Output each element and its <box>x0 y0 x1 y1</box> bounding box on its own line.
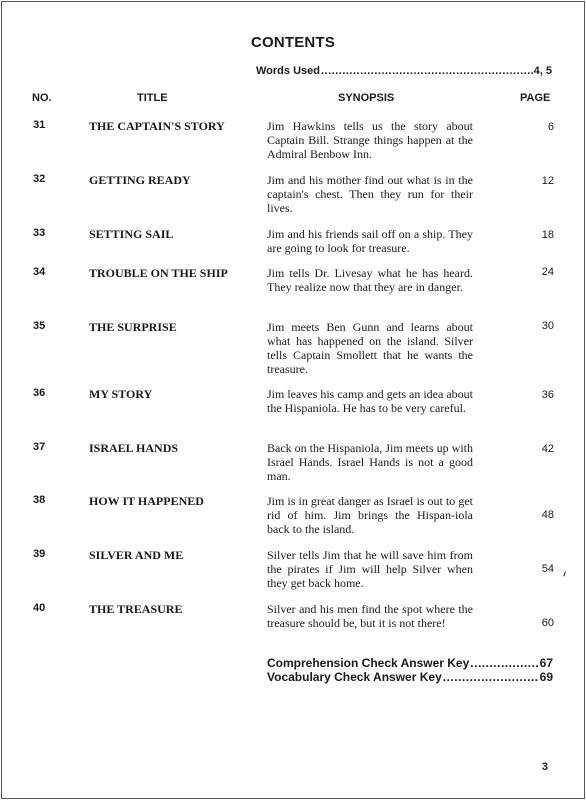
words-used-label: Words Used <box>256 65 320 77</box>
chapter-title: THE SURPRISE <box>89 320 177 334</box>
chapter-synopsis: Back on the Hispaniola, Jim meets up with Israel Hands. Israel Hands is not a good man. <box>267 441 473 483</box>
chapter-page: 48 <box>541 509 554 521</box>
leader-dots <box>443 670 539 684</box>
chapter-number: 32 <box>33 173 46 185</box>
chapter-synopsis: Jim is in great danger as Israel is out to get rid of him. Jim brings the Hispan-iola back to the island. <box>267 494 473 536</box>
chapter-page: 42 <box>541 443 554 455</box>
chapter-page: 18 <box>541 229 554 241</box>
column-header-synopsis: SYNOPSIS <box>338 92 395 104</box>
chapter-title: MY STORY <box>89 387 153 401</box>
words-used-pages: 4, 5 <box>533 65 552 77</box>
chapter-number: 39 <box>33 548 46 560</box>
chapter-synopsis: Jim meets Ben Gunn and learns about what has happened on the island. Silver tells Captain Smollett that he wants the treasure. <box>267 320 473 376</box>
page-title: CONTENTS <box>250 34 336 51</box>
chapter-title: SILVER AND ME <box>89 548 184 562</box>
chapter-number: 31 <box>33 119 46 131</box>
chapter-number: 35 <box>33 320 46 332</box>
chapter-title: TROUBLE ON THE SHIP <box>89 266 228 280</box>
leader-dots <box>321 65 533 77</box>
chapter-number: 37 <box>33 441 46 453</box>
leader-dots <box>470 656 538 670</box>
answer-key-entry <box>267 670 553 684</box>
chapter-page: 12 <box>541 175 554 187</box>
answer-key-label: Comprehension Check Answer Key <box>267 656 470 670</box>
chapter-page: 36 <box>541 389 554 401</box>
chapter-synopsis: Jim leaves his camp and gets an idea about the Hispaniola. He has to be very careful. <box>267 387 473 415</box>
chapter-page: 60 <box>541 617 554 629</box>
chapter-title: THE TREASURE <box>89 602 183 616</box>
chapter-synopsis: Silver tells Jim that he will save him from the pirates if Jim will help Silver when they get back home. <box>267 548 473 590</box>
chapter-page: 54 <box>541 563 554 575</box>
answer-key-page: 67 <box>539 656 553 670</box>
chapter-title: HOW IT HAPPENED <box>89 494 204 508</box>
chapter-page: 24 <box>541 266 554 278</box>
chapter-title: GETTING READY <box>89 173 191 187</box>
answer-keys <box>267 656 553 684</box>
chapter-number: 38 <box>33 494 46 506</box>
chapter-title: SETTING SAIL <box>89 227 174 241</box>
chapter-synopsis: Jim Hawkins tells us the story about Captain Bill. Strange things happen at the Admiral Benbow Inn. <box>267 119 473 161</box>
chapter-title: ISRAEL HANDS <box>89 441 179 455</box>
answer-key-page: 69 <box>539 670 553 684</box>
chapter-number: 36 <box>33 387 46 399</box>
answer-key-entry <box>267 656 553 670</box>
column-header-page: PAGE <box>520 92 551 104</box>
column-header-title: TITLE <box>137 92 168 104</box>
chapter-synopsis: Silver and his men find the spot where the treasure should be, but it is not there! <box>267 602 473 630</box>
chapter-number: 34 <box>33 266 46 278</box>
chapter-synopsis: Jim tells Dr. Livesay what he has heard. They realize now that they are in danger. <box>267 266 473 294</box>
page-number: 3 <box>541 761 548 773</box>
answer-key-label: Vocabulary Check Answer Key <box>267 670 442 684</box>
chapter-page: 6 <box>547 121 554 133</box>
column-header-no: NO. <box>32 92 52 104</box>
chapter-synopsis: Jim and his friends sail off on a ship. They are going to look for treasure. <box>267 227 473 255</box>
chapter-page: 30 <box>541 320 554 332</box>
words-used-entry <box>256 65 552 77</box>
chapter-synopsis: Jim and his mother find out what is in the captain's chest. Then they run for their lives. <box>267 173 473 215</box>
chapter-title: THE CAPTAIN'S STORY <box>89 119 225 133</box>
chapter-number: 40 <box>33 602 46 614</box>
chapter-number: 33 <box>33 227 46 239</box>
